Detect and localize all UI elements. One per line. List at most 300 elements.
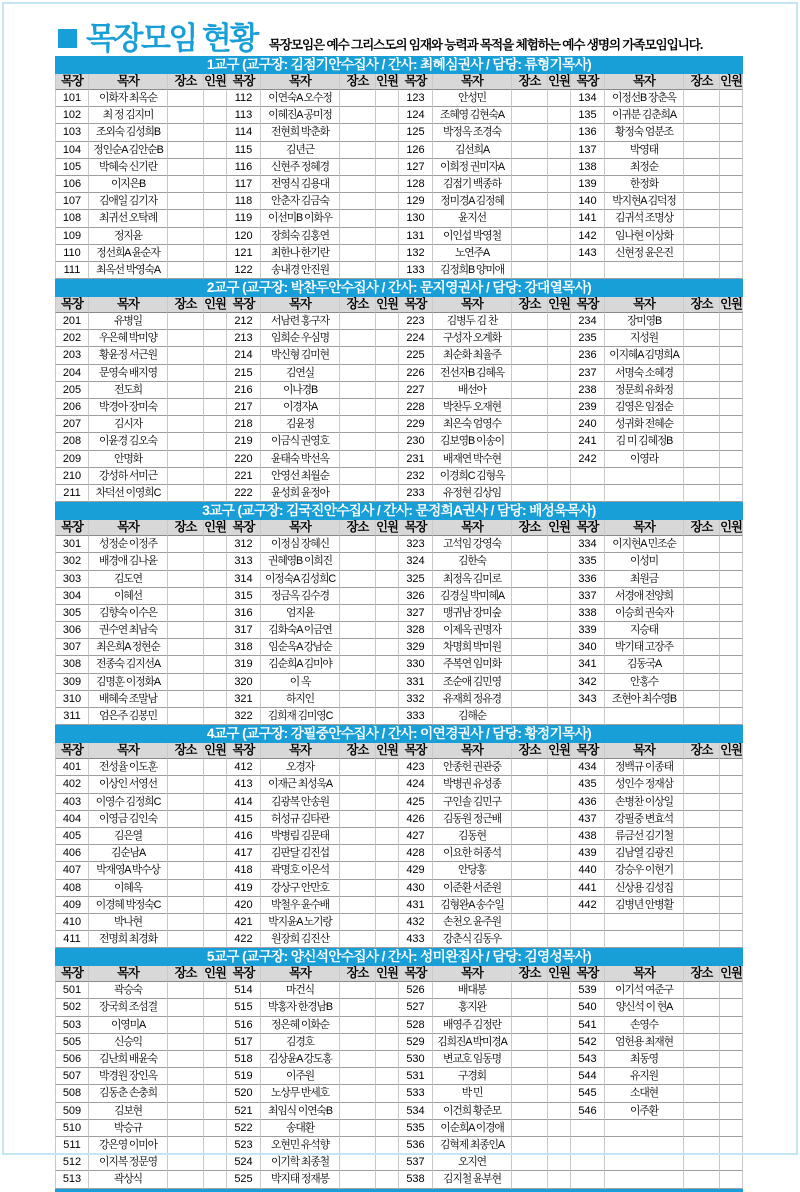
table-row [55,674,743,691]
column-header-count: 인원 [204,74,226,88]
cell-count [548,433,571,450]
cell-mokjang-no: 303 [55,571,89,588]
cell-count [204,536,227,553]
cell-mokjang-no: 343 [571,691,605,708]
cell-count [204,1171,227,1188]
cell-mokja-name: 이나경B [261,382,340,399]
cell-place [512,142,548,159]
cell-count [204,193,227,210]
column-header-mokja-name: 목자 [605,743,684,759]
cell-count [204,245,227,262]
cell-mokjang-no: 502 [55,999,89,1016]
cell-mokja-name: 강성하 서미근 [89,468,168,485]
cell-place [340,605,376,622]
column-header-place: 장소 [684,520,720,536]
cell-count [548,142,571,159]
cell-mokja-name: 유병일 [89,313,168,330]
page-title: 목장모임 현황 [86,21,257,56]
column-header-mokjang-no: 목장 [227,743,261,759]
cell-mokja-name: 노연주A [433,245,512,262]
cell-count [204,347,227,364]
cell-mokjang-no: 106 [55,176,89,193]
column-header-place: 장소 [340,297,376,313]
cell-mokja-name: 박경아 장미숙 [89,399,168,416]
cell-place [340,416,376,433]
cell-mokja-name: 엄헌용 최재현 [605,1034,684,1051]
cell-mokja-name: 박지윤A 노기랑 [261,914,340,931]
cell-mokja-name: 정선희A 윤순자 [89,245,168,262]
cell-count [720,451,743,468]
cell-count [376,1051,399,1068]
column-header-count: 인원 [720,743,742,758]
cell-count [548,1137,571,1154]
cell-place [168,691,204,708]
cell-mokja-name: 박지현A 김덕정 [605,193,684,210]
cell-mokja-name [605,262,684,279]
cell-mokjang-no: 212 [227,313,261,330]
cell-mokjang-no: 518 [227,1051,261,1068]
cell-count [204,416,227,433]
cell-count [548,176,571,193]
cell-mokja-name: 이 옥 [261,674,340,691]
table-row [55,845,743,862]
section-header-5: 5교구 (교구장: 양신석안수집사 / 간사: 성미완집사 / 담당: 김영성목사) [55,948,743,966]
cell-mokja-name: 최순화 최율주 [433,347,512,364]
column-header-count: 인원 [204,966,226,981]
cell-place [168,1051,204,1068]
cell-place [340,536,376,553]
cell-mokjang-no: 505 [55,1034,89,1051]
cell-place [684,674,720,691]
column-header-mokja-name: 목자 [605,520,684,536]
cell-mokjang-no: 531 [399,1068,433,1085]
column-header-count: 인원 [720,966,742,981]
cell-mokjang-no: 414 [227,794,261,811]
cell-mokjang-no: 304 [55,588,89,605]
cell-mokjang-no: 542 [571,1034,605,1051]
cell-place [512,347,548,364]
cell-count [204,759,227,776]
cell-place [340,880,376,897]
cell-mokjang-no: 130 [399,210,433,227]
cell-mokjang-no: 413 [227,776,261,793]
cell-count [376,124,399,141]
cell-mokja-name [605,485,684,502]
cell-mokja-name [605,914,684,931]
cell-mokja-name: 이재근 최성욱A [261,776,340,793]
cell-place [168,1137,204,1154]
cell-mokjang-no: 109 [55,228,89,245]
cell-place [684,176,720,193]
cell-mokja-name: 김동현 [433,828,512,845]
cell-mokja-name: 김영은 임점순 [605,399,684,416]
table-row [55,382,743,399]
table-row [55,433,743,450]
cell-mokjang-no: 506 [55,1051,89,1068]
cell-mokjang-no: 135 [571,107,605,124]
table-row [55,828,743,845]
column-header-mokja-name: 목자 [89,74,168,90]
column-header-mokja-name: 목자 [433,520,512,536]
cell-mokja-name: 조현아 최수영B [605,691,684,708]
cell-count [720,1051,743,1068]
cell-place [512,536,548,553]
cell-mokjang-no: 335 [571,553,605,570]
cell-mokja-name: 전영식 김용대 [261,176,340,193]
cell-place [168,485,204,502]
column-header-mokja-name: 목자 [89,520,168,536]
table-row [55,999,743,1016]
table-row [55,262,743,279]
cell-place [168,845,204,862]
cell-count [720,605,743,622]
cell-place [168,897,204,914]
cell-count [376,1103,399,1120]
cell-count [720,433,743,450]
column-header-mokjang-no: 목장 [227,520,261,536]
cell-count [376,776,399,793]
cell-place [512,485,548,502]
cell-place [168,656,204,673]
cell-mokjang-no: 342 [571,674,605,691]
cell-place [684,897,720,914]
cell-mokjang-no: 539 [571,982,605,999]
cell-count [720,776,743,793]
cell-place [684,553,720,570]
cell-mokja-name: 차덕선 이영희C [89,485,168,502]
table-row [55,193,743,210]
cell-mokjang-no: 416 [227,828,261,845]
cell-count [548,382,571,399]
cell-mokja-name: 김희진A 박미경A [433,1034,512,1051]
column-header-mokja-name: 목자 [261,966,340,982]
cell-mokja-name: 김애일 김기자 [89,193,168,210]
cell-count [204,571,227,588]
cell-mokjang-no: 101 [55,90,89,107]
cell-count [720,759,743,776]
cell-mokja-name: 김 미 김혜정B [605,433,684,450]
cell-mokja-name: 김동원 정근배 [433,811,512,828]
cell-count [720,399,743,416]
section-header-3: 3교구 (교구장: 김국진안수집사 / 간사: 문정희A권사 / 담당: 배성욱목사) [55,502,743,520]
cell-place [340,124,376,141]
column-header-count: 인원 [548,743,570,758]
cell-place [684,193,720,210]
table-row [55,330,743,347]
column-header-place: 장소 [512,966,548,982]
cell-place [684,880,720,897]
cell-mokjang-no: 525 [227,1171,261,1188]
cell-mokja-name: 안춘자 김금숙 [261,193,340,210]
cell-count [204,776,227,793]
cell-count [204,999,227,1016]
cell-mokja-name: 박재영A 박수상 [89,862,168,879]
cell-count [720,588,743,605]
cell-mokja-name: 이윤경 김오숙 [89,433,168,450]
cell-place [340,451,376,468]
cell-mokjang-no: 334 [571,536,605,553]
cell-place [512,845,548,862]
cell-count [720,347,743,364]
cell-mokjang-no: 407 [55,862,89,879]
cell-mokjang-no: 440 [571,862,605,879]
cell-mokja-name: 박지태 정재봉 [261,1171,340,1188]
cell-count [376,794,399,811]
cell-mokja-name: 강상구 안만호 [261,880,340,897]
cell-count [204,897,227,914]
cell-mokja-name: 박홍자 한경남B [261,999,340,1016]
cell-mokja-name: 박경원 장인옥 [89,1068,168,1085]
cell-mokjang-no: 205 [55,382,89,399]
cell-mokja-name: 김희재 김미영C [261,708,340,725]
cell-mokja-name: 최임식 이연숙B [261,1103,340,1120]
cell-mokja-name: 소대현 [605,1085,684,1102]
cell-count [204,708,227,725]
cell-count [376,982,399,999]
cell-mokja-name: 김향숙 이수은 [89,605,168,622]
cell-place [340,759,376,776]
cell-count [376,382,399,399]
cell-mokjang-no: 527 [399,999,433,1016]
cell-mokjang-no: 521 [227,1103,261,1120]
cell-place [168,176,204,193]
table-row [55,931,743,948]
cell-place [340,811,376,828]
column-header-mokjang-no: 목장 [399,74,433,90]
column-header-mokja-name: 목자 [605,74,684,90]
cell-place [168,1068,204,1085]
cell-count [720,159,743,176]
cell-count [204,622,227,639]
cell-count [720,862,743,879]
cell-count [376,416,399,433]
cell-count [548,107,571,124]
cell-place [168,416,204,433]
cell-place [340,330,376,347]
cell-place [340,553,376,570]
cell-mokja-name: 이지혜A 김명희A [605,347,684,364]
cell-mokja-name: 신승익 [89,1034,168,1051]
cell-count [204,588,227,605]
cell-mokja-name: 최옥선 박영숙A [89,262,168,279]
cell-mokjang-no: 424 [399,776,433,793]
cell-mokjang-no: 421 [227,914,261,931]
cell-mokja-name: 김점기 백종하 [433,176,512,193]
cell-mokja-name [605,708,684,725]
column-header-mokja-name: 목자 [261,297,340,313]
cell-mokja-name: 정백규 이종태 [605,759,684,776]
cell-place [684,1085,720,1102]
cell-mokjang-no: 523 [227,1137,261,1154]
cell-count [720,571,743,588]
column-header-row [55,966,743,982]
cell-mokjang-no: 431 [399,897,433,914]
cell-mokja-name: 최동영 [605,1051,684,1068]
cell-place [512,759,548,776]
cell-count [204,468,227,485]
cell-count [204,794,227,811]
cell-count [548,330,571,347]
cell-count [548,639,571,656]
cell-mokjang-no: 402 [55,776,89,793]
cell-mokjang-no: 309 [55,674,89,691]
column-header-place: 장소 [168,966,204,982]
cell-mokjang-no: 429 [399,862,433,879]
cell-mokja-name: 이영미A [89,1017,168,1034]
cell-mokjang-no: 221 [227,468,261,485]
cell-count [376,468,399,485]
cell-place [340,931,376,948]
cell-mokjang-no: 507 [55,1068,89,1085]
cell-mokjang-no: 530 [399,1051,433,1068]
cell-mokja-name: 김귀석 조명상 [605,210,684,227]
cell-mokja-name: 김난희 배윤숙 [89,1051,168,1068]
cell-count [204,1120,227,1137]
cell-mokja-name: 최은숙 엄영수 [433,416,512,433]
cell-count [720,193,743,210]
cell-count [376,176,399,193]
cell-mokja-name: 이지복 정문영 [89,1154,168,1171]
cell-place [684,914,720,931]
cell-mokja-name: 박찬두 오재현 [433,399,512,416]
cell-mokja-name: 이요한 허종석 [433,845,512,862]
cell-mokja-name: 황정숙 엄분조 [605,124,684,141]
cell-count [720,708,743,725]
cell-place [684,90,720,107]
cell-place [684,1017,720,1034]
cell-mokja-name: 조외숙 김성희B [89,124,168,141]
column-header-mokjang-no: 목장 [399,520,433,536]
cell-place [340,1120,376,1137]
cell-place [340,399,376,416]
column-header-mokjang-no: 목장 [571,743,605,759]
cell-mokjang-no: 230 [399,433,433,450]
cell-place [512,897,548,914]
cell-mokjang-no: 423 [399,759,433,776]
column-header-mokjang-no: 목장 [227,297,261,313]
cell-place [340,159,376,176]
cell-count [548,193,571,210]
cell-place [512,90,548,107]
cell-place [512,880,548,897]
cell-mokjang-no [571,485,605,502]
cell-mokja-name: 윤지선 [433,210,512,227]
table-row [55,794,743,811]
column-header-place: 장소 [512,297,548,313]
table-row [55,365,743,382]
column-header-mokjang-no: 목장 [399,743,433,759]
cell-count [204,1068,227,1085]
cell-mokjang-no: 534 [399,1103,433,1120]
cell-place [168,828,204,845]
cell-mokjang-no: 340 [571,639,605,656]
cell-mokjang-no: 143 [571,245,605,262]
table-row [55,416,743,433]
cell-mokja-name: 김한숙 [433,553,512,570]
cell-place [168,639,204,656]
cell-place [684,845,720,862]
cell-mokja-name: 손영수 [605,1017,684,1034]
column-header-mokja-name: 목자 [433,966,512,982]
cell-mokjang-no: 417 [227,845,261,862]
cell-mokjang-no [571,914,605,931]
table-row [55,159,743,176]
cell-mokja-name: 이혜선 [89,588,168,605]
cell-count [548,468,571,485]
cell-place [512,416,548,433]
cell-count [376,107,399,124]
table-row [55,897,743,914]
cell-count [548,897,571,914]
cell-count [720,639,743,656]
cell-place [168,245,204,262]
cell-place [684,656,720,673]
cell-place [168,124,204,141]
cell-mokjang-no: 312 [227,536,261,553]
cell-mokjang-no: 425 [399,794,433,811]
cell-place [512,193,548,210]
cell-place [684,365,720,382]
cell-count [548,536,571,553]
cell-mokjang-no: 514 [227,982,261,999]
cell-mokja-name: 이기학 최종철 [261,1154,340,1171]
cell-mokjang-no: 217 [227,399,261,416]
cell-mokjang-no: 206 [55,399,89,416]
cell-place [168,880,204,897]
cell-mokjang-no: 224 [399,330,433,347]
cell-mokja-name: 장미영B [605,313,684,330]
cell-mokja-name: 김도연 [89,571,168,588]
table-row [55,862,743,879]
cell-count [720,982,743,999]
cell-mokja-name: 송내경 안진원 [261,262,340,279]
cell-place [684,382,720,399]
cell-mokja-name: 송대환 [261,1120,340,1137]
table-row [55,176,743,193]
column-header-mokjang-no: 목장 [55,297,89,313]
column-header-place: 장소 [512,74,548,90]
cell-count [720,416,743,433]
table-row [55,1137,743,1154]
cell-mokjang-no [571,468,605,485]
cell-mokjang-no: 240 [571,416,605,433]
cell-mokjang-no: 126 [399,142,433,159]
cell-count [548,1068,571,1085]
cell-count [376,674,399,691]
cell-count [548,1120,571,1137]
column-header-mokja-name: 목자 [605,297,684,313]
cell-count [720,656,743,673]
cell-place [684,347,720,364]
cell-mokjang-no: 127 [399,159,433,176]
cell-count [204,451,227,468]
cell-mokjang-no: 232 [399,468,433,485]
cell-mokja-name: 황윤정 서근원 [89,347,168,364]
cell-place [168,862,204,879]
cell-mokjang-no: 201 [55,313,89,330]
table-row [55,811,743,828]
cell-mokja-name: 김보영B 이송이 [433,433,512,450]
cell-place [340,776,376,793]
cell-mokja-name: 김광복 안송원 [261,794,340,811]
cell-mokjang-no: 116 [227,159,261,176]
cell-place [168,794,204,811]
cell-count [548,485,571,502]
cell-mokja-name: 최은희A 정현순 [89,639,168,656]
cell-count [376,759,399,776]
cell-count [376,639,399,656]
cell-count [204,639,227,656]
